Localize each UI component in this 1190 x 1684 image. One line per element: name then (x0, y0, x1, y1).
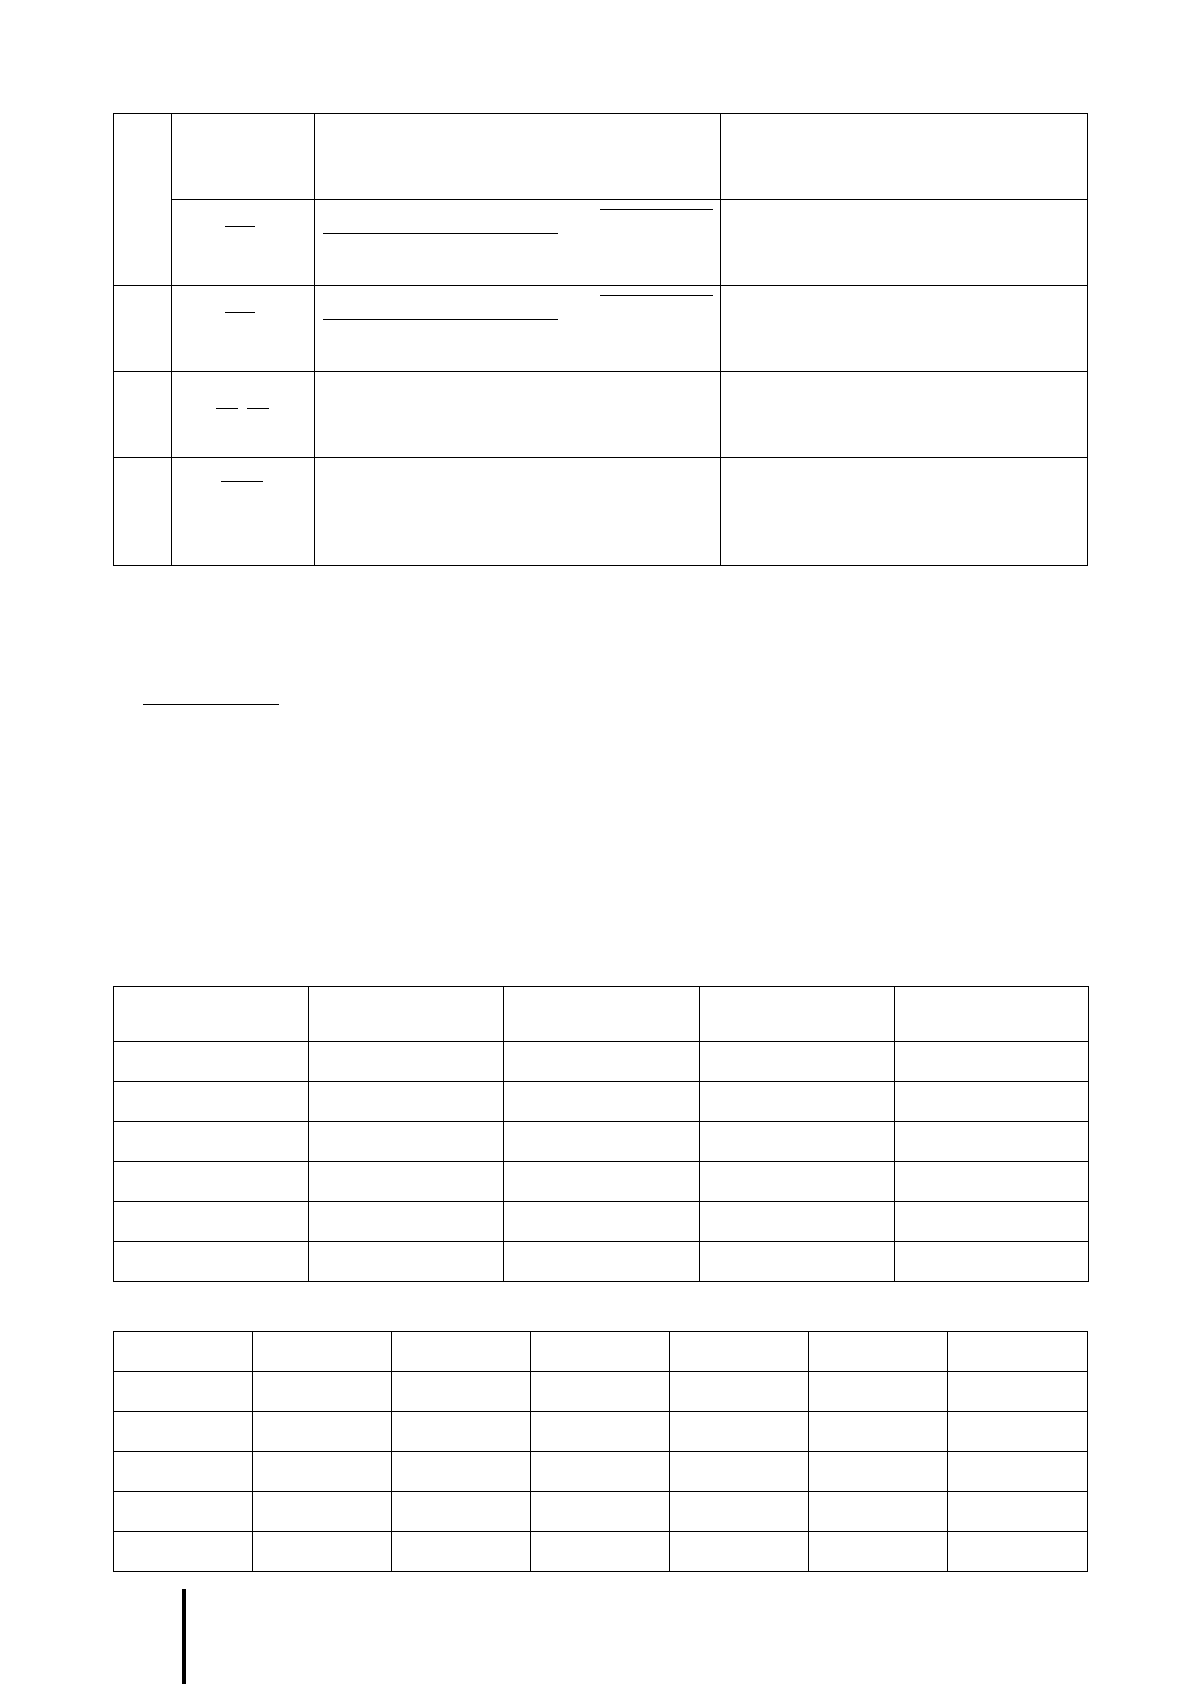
table-cell (309, 1162, 504, 1202)
row-number-cell (114, 286, 172, 372)
table-cell (309, 1082, 504, 1122)
table-cell (895, 1042, 1089, 1082)
underline-blank (600, 295, 713, 296)
underline-blank (216, 408, 238, 409)
table-cell (114, 1452, 253, 1492)
table-cell (504, 1202, 700, 1242)
label-cell (172, 114, 315, 200)
underline-blank (225, 226, 255, 227)
table-row (114, 1202, 1089, 1242)
table-cell (895, 1202, 1089, 1242)
table-cell (114, 1412, 253, 1452)
table-cell (114, 1532, 253, 1572)
table-cell (114, 1372, 253, 1412)
remarks-cell (721, 372, 1088, 458)
table-cell (114, 1162, 309, 1202)
table-cell (504, 1162, 700, 1202)
margin-bar (182, 1589, 186, 1684)
top-table (113, 113, 1088, 566)
table-row (114, 1162, 1089, 1202)
description-cell (315, 200, 721, 286)
table-cell (253, 1332, 392, 1372)
table-cell (253, 1372, 392, 1412)
label-cell (172, 458, 315, 566)
table-row (114, 114, 1088, 200)
table-cell (670, 1332, 809, 1372)
table-cell (114, 1122, 309, 1162)
table-cell (895, 1122, 1089, 1162)
table-cell (114, 1332, 253, 1372)
table-row (114, 1532, 1088, 1572)
table-cell (895, 1082, 1089, 1122)
table-cell (531, 1412, 670, 1452)
header-cell (895, 987, 1089, 1042)
table-cell (114, 1492, 253, 1532)
header-cell (309, 987, 504, 1042)
remarks-cell (721, 286, 1088, 372)
table-cell (504, 1242, 700, 1282)
table-cell (392, 1412, 531, 1452)
remarks-cell (721, 200, 1088, 286)
section-heading-underline (143, 704, 279, 705)
table-cell (114, 1042, 309, 1082)
table-row (114, 1042, 1089, 1082)
table-row (114, 286, 1088, 372)
table-cell (392, 1452, 531, 1492)
underline-blank (221, 481, 263, 482)
table-cell (700, 1082, 895, 1122)
table-cell (531, 1332, 670, 1372)
table-cell (670, 1372, 809, 1412)
table-cell (809, 1452, 948, 1492)
table-cell (253, 1492, 392, 1532)
table-cell (948, 1372, 1088, 1412)
table-cell (309, 1202, 504, 1242)
underline-blank (323, 233, 558, 234)
underline-blank (247, 408, 269, 409)
table-cell (253, 1412, 392, 1452)
table-cell (392, 1372, 531, 1412)
table-cell (392, 1532, 531, 1572)
table-row (114, 1122, 1089, 1162)
table-cell (948, 1492, 1088, 1532)
table-cell (700, 1242, 895, 1282)
table-cell (700, 1042, 895, 1082)
section-heading (143, 683, 279, 705)
description-cell (315, 458, 721, 566)
table-header-row (114, 987, 1089, 1042)
table-cell (531, 1452, 670, 1492)
table-cell (809, 1372, 948, 1412)
table-cell (504, 1082, 700, 1122)
table-cell (700, 1122, 895, 1162)
table-cell (392, 1492, 531, 1532)
table-cell (670, 1532, 809, 1572)
table-cell (392, 1332, 531, 1372)
table-cell (114, 1082, 309, 1122)
table-row (114, 1082, 1089, 1122)
table-cell (809, 1532, 948, 1572)
table-cell (253, 1532, 392, 1572)
table-cell (309, 1242, 504, 1282)
table-cell (504, 1042, 700, 1082)
description-cell (315, 114, 721, 200)
underline-blank (600, 209, 713, 210)
underline-blank (323, 319, 558, 320)
header-cell (504, 987, 700, 1042)
underline-blank (225, 312, 255, 313)
table-cell (700, 1202, 895, 1242)
table-row (114, 1372, 1088, 1412)
table-row (114, 1242, 1089, 1282)
table-row (114, 1452, 1088, 1492)
table-cell (531, 1532, 670, 1572)
table-row (114, 458, 1088, 566)
table-cell (700, 1162, 895, 1202)
table-cell (309, 1042, 504, 1082)
table-cell (504, 1122, 700, 1162)
table-cell (114, 1242, 309, 1282)
bottom-table (113, 1331, 1088, 1572)
table-cell (895, 1162, 1089, 1202)
table-cell (531, 1372, 670, 1412)
table-cell (531, 1492, 670, 1532)
table-cell (809, 1412, 948, 1452)
table-cell (948, 1412, 1088, 1452)
table-cell (670, 1452, 809, 1492)
middle-table (113, 986, 1089, 1282)
header-cell (114, 987, 309, 1042)
row-number-cell (114, 458, 172, 566)
label-cell (172, 372, 315, 458)
table-cell (253, 1452, 392, 1492)
table-cell (809, 1492, 948, 1532)
row-number-cell (114, 372, 172, 458)
table-cell (809, 1332, 948, 1372)
label-cell (172, 286, 315, 372)
label-cell (172, 200, 315, 286)
table-row (114, 1492, 1088, 1532)
table-row (114, 1332, 1088, 1372)
header-cell (700, 987, 895, 1042)
table-cell (895, 1242, 1089, 1282)
table-row (114, 372, 1088, 458)
row-number-cell (114, 114, 172, 286)
table-row (114, 200, 1088, 286)
table-cell (309, 1122, 504, 1162)
table-cell (948, 1332, 1088, 1372)
remarks-cell (721, 114, 1088, 200)
description-cell (315, 286, 721, 372)
description-cell (315, 372, 721, 458)
table-cell (948, 1452, 1088, 1492)
table-row (114, 1412, 1088, 1452)
table-cell (948, 1532, 1088, 1572)
table-cell (114, 1202, 309, 1242)
remarks-cell (721, 458, 1088, 566)
table-cell (670, 1412, 809, 1452)
table-cell (670, 1492, 809, 1532)
